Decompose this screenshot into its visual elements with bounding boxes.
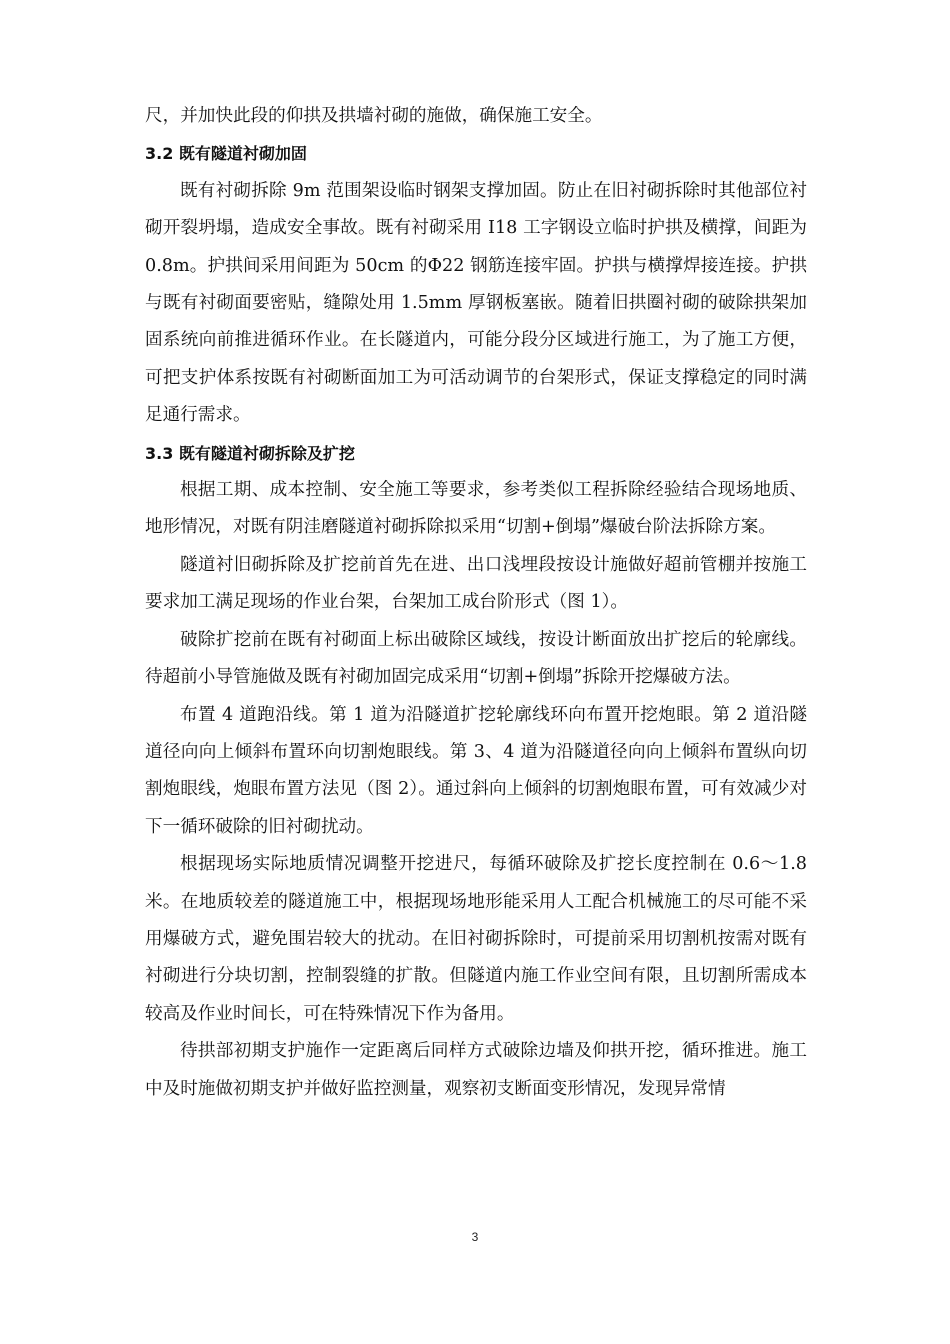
paragraph-blast-holes: 布置 4 道跑沿线。第 1 道为沿隧道扩挖轮廓线环向布置开挖炮眼。第 2 道沿隧道径向向上倾斜布置环向切割炮眼线。第 3、4 道为沿隧道径向向上倾斜布置纵向切割炮眼线，炮眼布置方法见（图 2）。通过斜向上倾斜的切割炮眼布置，可有效减少对下一循环破除的旧衬砌扰动。 — [145, 704, 807, 837]
paragraph-continuation: 尺，并加快此段的仰拱及拱墙衬砌的施做，确保施工安全。 — [145, 106, 603, 126]
page-content — [145, 98, 807, 1108]
paragraph-marking-lines: 破除扩挖前在既有衬砌面上标出破除区域线，按设计断面放出扩挖后的轮廓线。待超前小导管施做及既有衬砌加固完成采用“切割+倒塌”拆除开挖爆破方法。 — [145, 629, 807, 688]
paragraph-lining-reinforcement: 既有衬砌拆除 9m 范围架设临时钢架支撑加固。防止在旧衬砌拆除时其他部位衬砌开裂坍塌，造成安全事故。既有衬砌采用 I18 工字钢设立临时护拱及横撑，间距为 0.8m。护拱间采用间距为 50cm 的Φ22 钢筋连接牢固。护拱与横撑焊接连接。护拱与既有衬砌面要密贴，缝隙处用 1.5mm 厚钢板塞嵌。随着旧拱圈衬砌的破除拱架加固系统向前推进循环作业。在长隧道内，可能分段分区域进行施工，为了施工方便，可把支护体系按既有衬砌断面加工为可活动调节的台架形式，保证支撑稳定的同时满足通行需求。 — [145, 180, 807, 426]
page-number: 3 — [471, 1230, 479, 1244]
paragraph-demolition-plan: 根据工期、成本控制、安全施工等要求，参考类似工程拆除经验结合现场地质、地形情况，对既有阴洼磨隧道衬砌拆除拟采用“切割+倒塌”爆破台阶法拆除方案。 — [145, 480, 807, 538]
paragraph-initial-support: 待拱部初期支护施作一定距离后同样方式破除边墙及仰拱开挖，循环推进。施工中及时施做初期支护并做好监控测量，观察初支断面变形情况，发现异常情 — [145, 1041, 807, 1099]
paragraph-pipe-roof: 隧道衬旧砌拆除及扩挖前首先在进、出口浅埋段按设计施做好超前管棚并按施工要求加工满足现场的作业台架，台架加工成台阶形式（图 1）。 — [145, 554, 807, 613]
section-heading-3-2: 3.2 既有隧道衬砌加固 — [145, 144, 307, 164]
section-heading-3-3: 3.3 既有隧道衬砌拆除及扩挖 — [145, 443, 355, 463]
paragraph-excavation-footage: 根据现场实际地质情况调整开挖进尺，每循环破除及扩挖长度控制在 0.6～1.8 米。在地质较差的隧道施工中，根据现场地形能采用人工配合机械施工的尽可能不采用爆破方式，避免围岩较大的扰动。在旧衬砌拆除时，可提前采用切割机按需对既有衬砌进行分块切割，控制裂缝的扩散。但隧道内施工作业空间有限，且切割所需成本较高及作业时间长，可在特殊情况下作为备用。 — [145, 854, 807, 1024]
